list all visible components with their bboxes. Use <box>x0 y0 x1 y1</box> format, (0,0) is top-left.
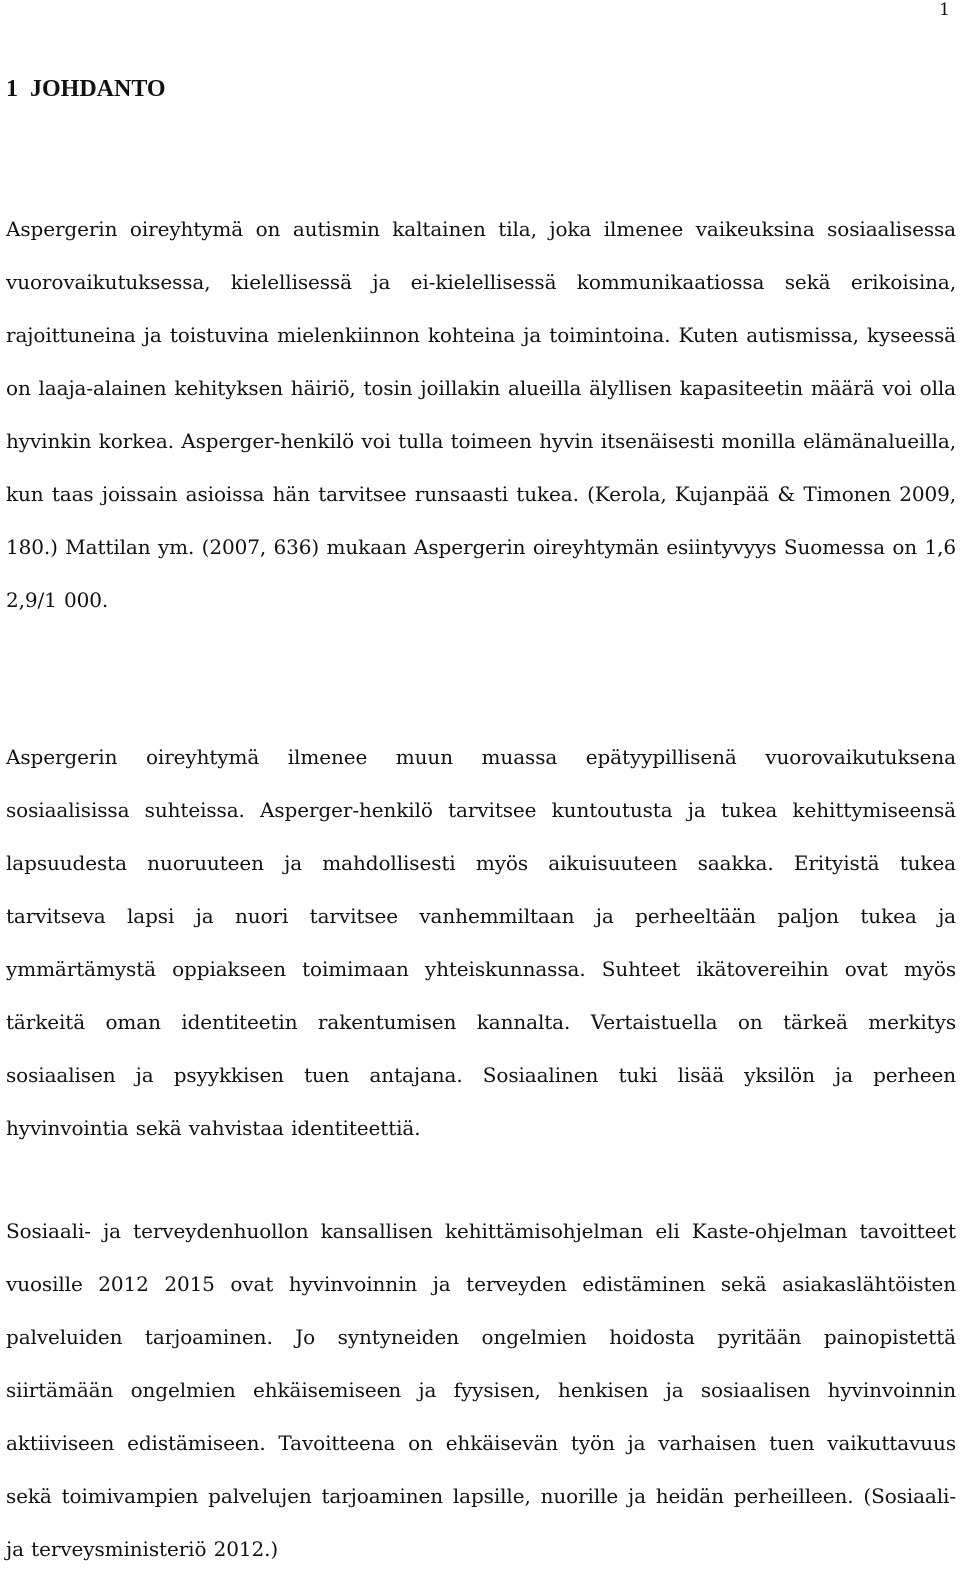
page-number: 1 <box>939 0 950 20</box>
paragraph-1: Aspergerin oireyhtymä on autismin kaltainen tila, joka ilmenee vaikeuksina sosiaalisessa vuorovaikutuksessa, kielellisessä ja ei-kielellisessä kommunikaatiossa sekä erikoisina, rajoittuneina ja toistuvina mielenkiinnon kohteina ja toimintoina. Kuten autismissa, kyseessä on laaja-alainen kehityksen häiriö, tosin joillakin alueilla älyllisen kapasiteetin määrä voi olla hyvinkin korkea. Asperger-henkilö voi tulla toimeen hyvin itsenäisesti monilla elämänalueilla, kun taas joissain asioissa hän tarvitsee runsaasti tukea. (Kerola, Kujanpää & Timonen 2009, 180.) Mattilan ym. (2007, 636) mukaan Aspergerin oireyhtymän esiintyvyys Suomessa on 1,6 2,9/1 000. <box>6 217 956 612</box>
chapter-heading <box>6 74 166 104</box>
paragraph-2: Aspergerin oireyhtymä ilmenee muun muassa epätyypillisenä vuorovaikutuksena sosiaalisissa suhteissa. Asperger-henkilö tarvitsee kuntoutusta ja tukea kehittymiseensä lapsuudesta nuoruuteen ja mahdollisesti myös aikuisuuteen saakka. Erityistä tukea tarvitseva lapsi ja nuori tarvitsee vanhemmiltaan ja perheeltään paljon tukea ja ymmärtämystä oppiakseen toimimaan yhteiskunnassa. Suhteet ikätovereihin ovat myös tärkeitä oman identiteetin rakentumisen kannalta. Vertaistuella on tärkeä merkitys sosiaalisen ja psyykkisen tuen antajana. Sosiaalinen tuki lisää yksilön ja perheen hyvinvointia sekä vahvistaa identiteettiä. <box>6 745 956 1140</box>
chapter-number: 1 <box>6 76 18 102</box>
chapter-title: JOHDANTO <box>30 76 166 102</box>
paragraph-3: Sosiaali- ja terveydenhuollon kansallisen kehittämisohjelman eli Kaste-ohjelman tavoitteet vuosille 2012 2015 ovat hyvinvoinnin ja terveyden edistäminen sekä asiakaslähtöisten palveluiden tarjoaminen. Jo syntyneiden ongelmien hoidosta pyritään painopistettä siirtämään ongelmien ehkäisemiseen ja fyysisen, henkisen ja sosiaalisen hyvinvoinnin aktiiviseen edistämiseen. Tavoitteena on ehkäisevän työn ja varhaisen tuen vaikuttavuus sekä toimivampien palvelujen tarjoaminen lapsille, nuorille ja heidän perheilleen. (Sosiaali- ja terveysministeriö 2012.) <box>6 1219 956 1561</box>
